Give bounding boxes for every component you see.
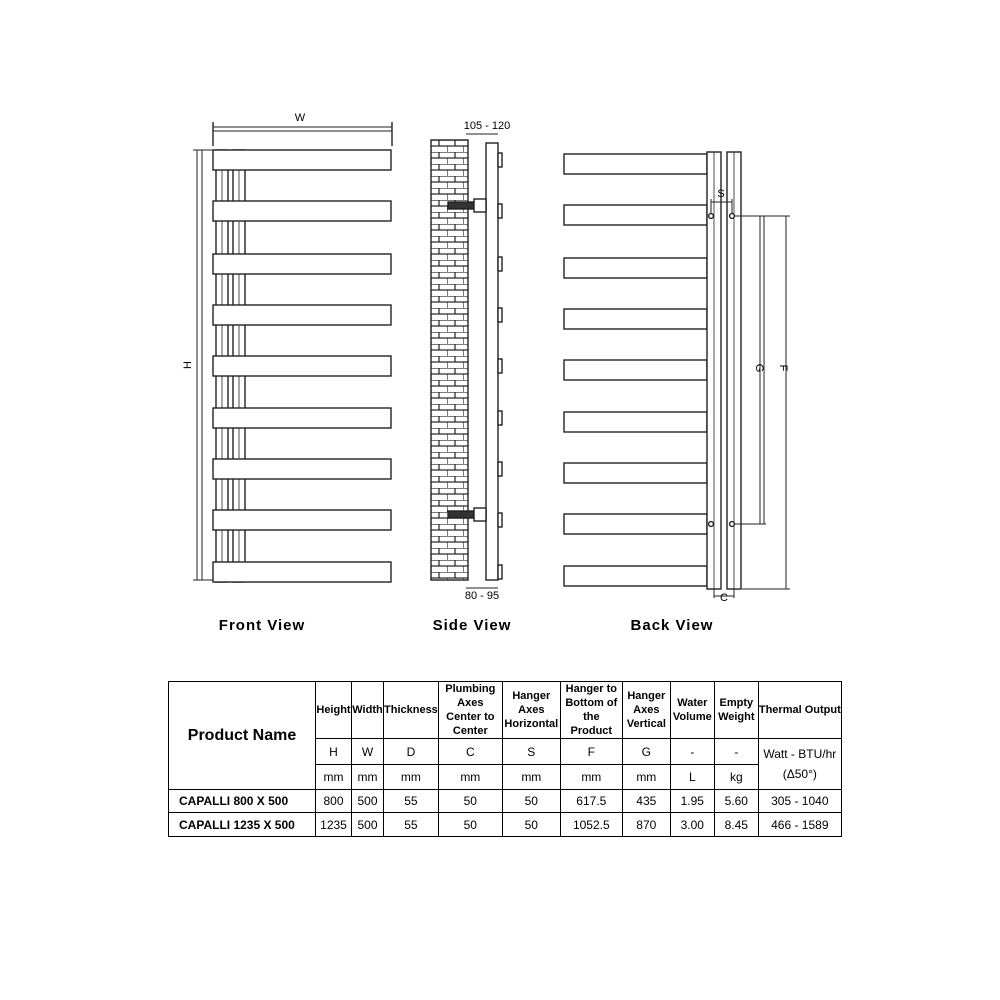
table-cell: 50 [502, 790, 560, 813]
back-g-label: G [753, 363, 765, 373]
towel-bar [213, 305, 391, 325]
back-horizontal-bars [564, 154, 707, 586]
table-cell: 1.95 [670, 790, 714, 813]
towel-bar [564, 412, 707, 432]
bar-end [498, 204, 502, 218]
column-code: - [714, 739, 758, 765]
bar-end [498, 462, 502, 476]
towel-bar [564, 309, 707, 329]
column-label-row [169, 682, 842, 739]
side-bar-ends [498, 153, 502, 579]
table-cell: 435 [622, 790, 670, 813]
back-s-label: S [717, 188, 725, 200]
column-code: F [560, 739, 622, 765]
column-unit: L [670, 765, 714, 790]
side-view-title: Side View [432, 617, 512, 634]
column-header: Thermal Output [758, 682, 841, 739]
column-code: G [622, 739, 670, 765]
side-view [431, 120, 511, 634]
column-header: Water Volume [670, 682, 714, 739]
column-unit: mm [316, 765, 352, 790]
front-view [182, 112, 392, 634]
column-header: Height [316, 682, 352, 739]
side-top-dimension: 105 - 120 [463, 120, 511, 132]
column-code: S [502, 739, 560, 765]
table-row [169, 813, 842, 837]
product-name-cell: CAPALLI 800 X 500 [169, 790, 316, 813]
column-header: Hanger Axes Vertical [622, 682, 670, 739]
bar-end [498, 513, 502, 527]
table-cell: 870 [622, 813, 670, 837]
towel-bar [564, 514, 707, 534]
thermal-output-unit: Watt - BTU/hr [763, 747, 837, 761]
specification-table [168, 681, 842, 837]
side-radiator-profile [486, 143, 498, 580]
bar-end [498, 257, 502, 271]
column-code: H [316, 739, 352, 765]
column-unit: kg [714, 765, 758, 790]
bar-end [498, 411, 502, 425]
column-code: C [438, 739, 502, 765]
column-code: - [670, 739, 714, 765]
table-cell: 8.45 [714, 813, 758, 837]
table-cell: 1235 [316, 813, 352, 837]
bar-end [498, 308, 502, 322]
back-view [564, 152, 790, 634]
column-code: W [352, 739, 384, 765]
column-header: Thickness [384, 682, 439, 739]
towel-bar [213, 408, 391, 428]
column-code: D [384, 739, 439, 765]
table-cell: 500 [352, 813, 384, 837]
column-unit: mm [352, 765, 384, 790]
towel-bar [213, 150, 391, 170]
column-header: Plumbing Axes Center to Center [438, 682, 502, 739]
towel-bar [213, 510, 391, 530]
table-cell: 3.00 [670, 813, 714, 837]
column-header: Hanger Axes Horizontal [502, 682, 560, 739]
column-unit: mm [438, 765, 502, 790]
column-header: Hanger to Bottom of the Product [560, 682, 622, 739]
bar-end [498, 359, 502, 373]
column-unit: mm [622, 765, 670, 790]
table-row [169, 790, 842, 813]
table-cell: 466 - 1589 [758, 813, 841, 837]
back-f-dimension [742, 216, 790, 589]
table-cell: 1052.5 [560, 813, 622, 837]
column-unit: mm [502, 765, 560, 790]
towel-bar [213, 562, 391, 582]
front-height-label: H [182, 361, 194, 369]
thermal-output-delta: (Δ50°) [782, 767, 817, 781]
table-cell: 50 [438, 790, 502, 813]
back-c-dimension [714, 589, 734, 604]
towel-bar [564, 154, 707, 174]
back-view-title: Back View [630, 617, 714, 634]
table-cell: 305 - 1040 [758, 790, 841, 813]
towel-bar [213, 459, 391, 479]
front-horizontal-bars [213, 150, 391, 582]
table-cell: 617.5 [560, 790, 622, 813]
towel-bar [213, 254, 391, 274]
bar-end [498, 153, 502, 167]
back-f-label: F [777, 364, 789, 372]
back-c-label: C [720, 592, 728, 604]
product-name-cell: CAPALLI 1235 X 500 [169, 813, 316, 837]
towel-bar [564, 205, 707, 225]
table-cell: 5.60 [714, 790, 758, 813]
column-unit: mm [384, 765, 439, 790]
front-width-label: W [294, 112, 306, 124]
table-cell: 500 [352, 790, 384, 813]
table-cell: 800 [316, 790, 352, 813]
front-width-dimension [213, 112, 392, 146]
column-code [758, 739, 841, 790]
towel-bar [213, 201, 391, 221]
product-name-header: Product Name [169, 682, 316, 790]
column-header: Width [352, 682, 384, 739]
front-view-title: Front View [218, 617, 306, 634]
table-cell: 50 [438, 813, 502, 837]
front-height-dimension [182, 150, 214, 580]
table-cell: 55 [384, 813, 439, 837]
column-header: Empty Weight [714, 682, 758, 739]
towel-bar [564, 566, 707, 586]
column-unit: mm [560, 765, 622, 790]
table-cell: 50 [502, 813, 560, 837]
towel-bar [564, 258, 707, 278]
towel-bar [564, 463, 707, 483]
table-cell: 55 [384, 790, 439, 813]
towel-bar [564, 360, 707, 380]
bar-end [498, 565, 502, 579]
side-bottom-dimension: 80 - 95 [464, 590, 500, 602]
towel-bar [213, 356, 391, 376]
